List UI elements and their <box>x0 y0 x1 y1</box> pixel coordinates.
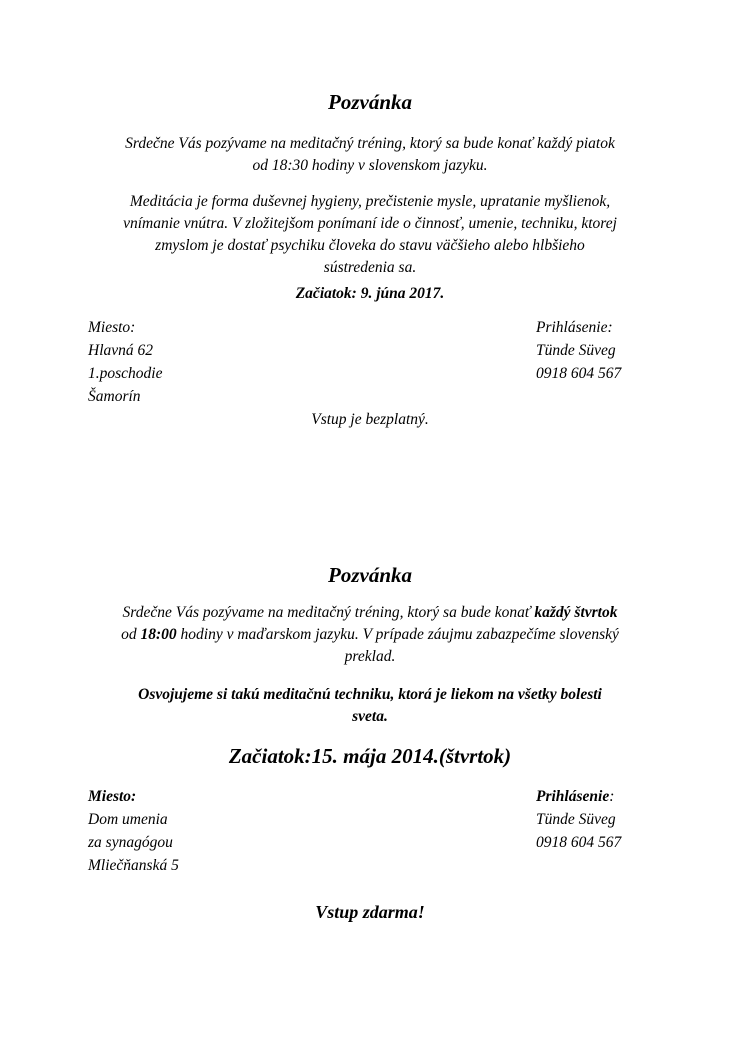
invite2-location-label: Miesto: <box>88 788 137 805</box>
invite1-location-line-3: Šamorín <box>88 388 141 405</box>
invite1-description-line-3: zmyslom je dostať psychiku človeka do stavu väčšieho alebo hlbšieho <box>155 237 585 254</box>
invite2-intro-line-1 <box>0 602 740 624</box>
invite1-registration-name: Tünde Süveg <box>536 342 616 359</box>
invite2-intro-line-2 <box>0 624 740 646</box>
invite2-bold-line-2: sveta. <box>352 708 388 725</box>
invite2-bold-line-1: Osvojujeme si takú meditačnú techniku, ktorá je liekom na všetky bolesti <box>138 686 602 703</box>
invite2-entry-note: Vstup zdarma! <box>315 902 425 922</box>
invite1-description <box>0 191 740 279</box>
invite1-description-line-2: vnímanie vnútra. V zložitejšom ponímaní ide o činnosť, umenie, techniku, ktorej <box>123 215 617 232</box>
invite2-registration-label <box>536 785 621 808</box>
invite2-registration-label-word: Prihlásenie <box>536 788 610 805</box>
invite1-start-date: Začiatok: 9. júna 2017. <box>295 285 445 302</box>
invite1-description-line-1: Meditácia je forma duševnej hygieny, prečistenie mysle, upratanie myšlienok, <box>129 193 611 210</box>
invite2-registration-phone: 0918 604 567 <box>536 834 622 851</box>
invite2-time-emphasis: 18:00 <box>140 626 177 643</box>
invite1-registration <box>536 316 621 385</box>
invite2-registration-label-colon: : <box>609 788 615 805</box>
invite1-registration-phone: 0918 604 567 <box>536 365 622 382</box>
invite1-intro-line-1: Srdečne Vás pozývame na meditačný tréning, ktorý sa bude konať každý piatok <box>125 135 615 152</box>
invite2-intro <box>0 602 740 668</box>
invite1-location-label: Miesto: <box>88 319 136 336</box>
invite1-title: Pozvánka <box>328 90 412 114</box>
invite2-location <box>88 785 179 877</box>
invite2-registration <box>536 785 621 854</box>
invite1-description-line-4: sústredenia sa. <box>323 259 417 276</box>
invite1-registration-label: Prihlásenie: <box>536 319 613 336</box>
invite2-intro-text: Srdečne Vás pozývame na meditačný tréning, ktorý sa bude konať <box>122 604 535 621</box>
invite1-location-line-1: Hlavná 62 <box>88 342 154 359</box>
invite2-registration-name: Tünde Süveg <box>536 811 616 828</box>
invite2-intro-line-3: preklad. <box>344 648 396 665</box>
invite1-location <box>88 316 162 408</box>
invite2-location-line-2: za synagógou <box>88 834 173 851</box>
invite1-location-line-2: 1.poschodie <box>88 365 163 382</box>
invite2-intro-from: od <box>121 626 141 643</box>
invite1-intro <box>0 133 740 177</box>
invite2-location-line-3: Mliečňanská 5 <box>88 857 179 874</box>
invite2-start-date: Začiatok:15. mája 2014.(štvrtok) <box>228 744 512 768</box>
invite2-day-emphasis: každý štvrtok <box>534 604 618 621</box>
invite2-title: Pozvánka <box>328 563 412 587</box>
invite2-intro-rest: hodiny v maďarskom jazyku. V prípade záujmu zabazpečíme slovenský <box>176 626 619 643</box>
invite1-entry-note: Vstup je bezplatný. <box>311 411 429 428</box>
invite1-intro-line-2: od 18:30 hodiny v slovenskom jazyku. <box>252 157 488 174</box>
invite2-bold-statement <box>0 684 740 728</box>
invite2-location-line-1: Dom umenia <box>88 811 168 828</box>
